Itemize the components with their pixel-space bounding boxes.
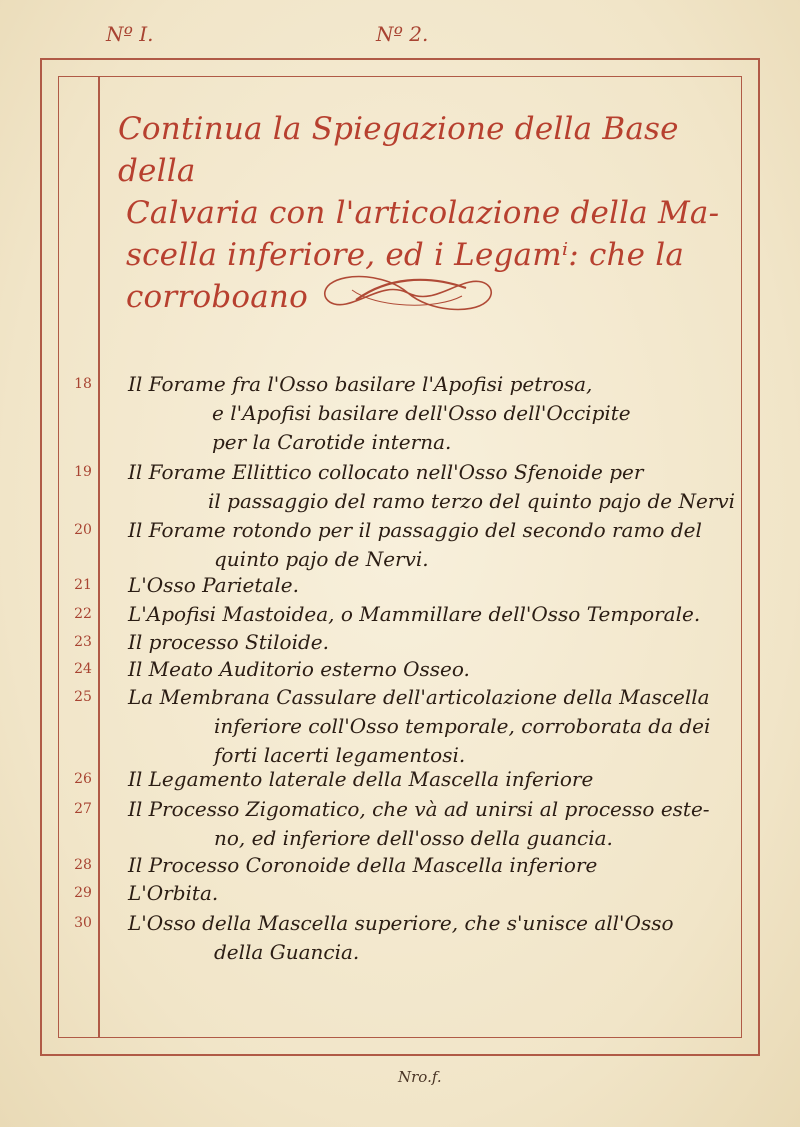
plate-number-left: Nº I.: [106, 22, 154, 46]
entry-number: 22: [74, 606, 92, 622]
entry-number: 24: [74, 661, 92, 677]
entry-text-line: e l'Apofisi basilare dell'Osso dell'Occipite: [212, 401, 631, 425]
entry-text-line: Il Forame rotondo per il passaggio del secondo ramo del: [128, 518, 702, 542]
title-line: Continua la Spiegazione della Base della: [118, 111, 679, 189]
entry-number: 29: [74, 885, 92, 901]
entry-text-line: Il Legamento laterale della Mascella inferiore: [128, 767, 594, 791]
entry-text-line: L'Orbita.: [128, 881, 219, 905]
entry-text-line: il passaggio del ramo terzo del quinto pajo de Nervi: [208, 489, 736, 513]
entry-number: 20: [74, 522, 92, 538]
entry-text-line: quinto pajo de Nervi.: [214, 547, 429, 571]
entry-text-line: Il Forame Ellittico collocato nell'Osso Sfenoide per: [128, 460, 644, 484]
entry-text-line: Il Processo Zigomatico, che và ad unirsi al processo este-: [128, 797, 710, 821]
entry-number: 27: [74, 801, 92, 817]
entry-number: 26: [74, 771, 92, 787]
entry-number: 30: [74, 915, 92, 931]
entry-number: 23: [74, 634, 92, 650]
entry-number: 19: [74, 464, 92, 480]
entry-text-line: della Guancia.: [214, 940, 360, 964]
entry-number: 18: [74, 376, 92, 392]
entry-text-line: Il Processo Coronoide della Mascella inferiore: [128, 853, 598, 877]
entry-text-line: L'Apofisi Mastoidea, o Mammillare dell'Osso Temporale.: [128, 602, 701, 626]
entry-text-line: La Membrana Cassulare dell'articolazione della Mascella: [128, 685, 710, 709]
entry-text-line: forti lacerti legamentosi.: [214, 743, 466, 767]
entry-text-line: Il processo Stiloide.: [128, 630, 329, 654]
entry-text-line: Il Forame fra l'Osso basilare l'Apofisi petrosa,: [128, 372, 593, 396]
entry-number: 21: [74, 577, 92, 593]
entry-text-line: L'Osso della Mascella superiore, che s'unisce all'Osso: [128, 911, 674, 935]
entry-number: 28: [74, 857, 92, 873]
footer-mark: Nro.f.: [398, 1068, 442, 1086]
title-line: scella inferiore, ed i Legamⁱ: che la corroboano: [126, 237, 685, 315]
entry-number: 25: [74, 689, 92, 705]
plate-number-center: Nº 2.: [376, 22, 429, 46]
entry-text-line: per la Carotide interna.: [212, 430, 452, 454]
title-line: Calvaria con l'articolazione della Ma-: [126, 195, 720, 231]
entry-text-line: inferiore coll'Osso temporale, corroborata da dei: [214, 714, 711, 738]
entry-text-line: L'Osso Parietale.: [128, 573, 299, 597]
entry-text-line: Il Meato Auditorio esterno Osseo.: [128, 657, 470, 681]
entry-text-line: no, ed inferiore dell'osso della guancia.: [214, 826, 613, 850]
